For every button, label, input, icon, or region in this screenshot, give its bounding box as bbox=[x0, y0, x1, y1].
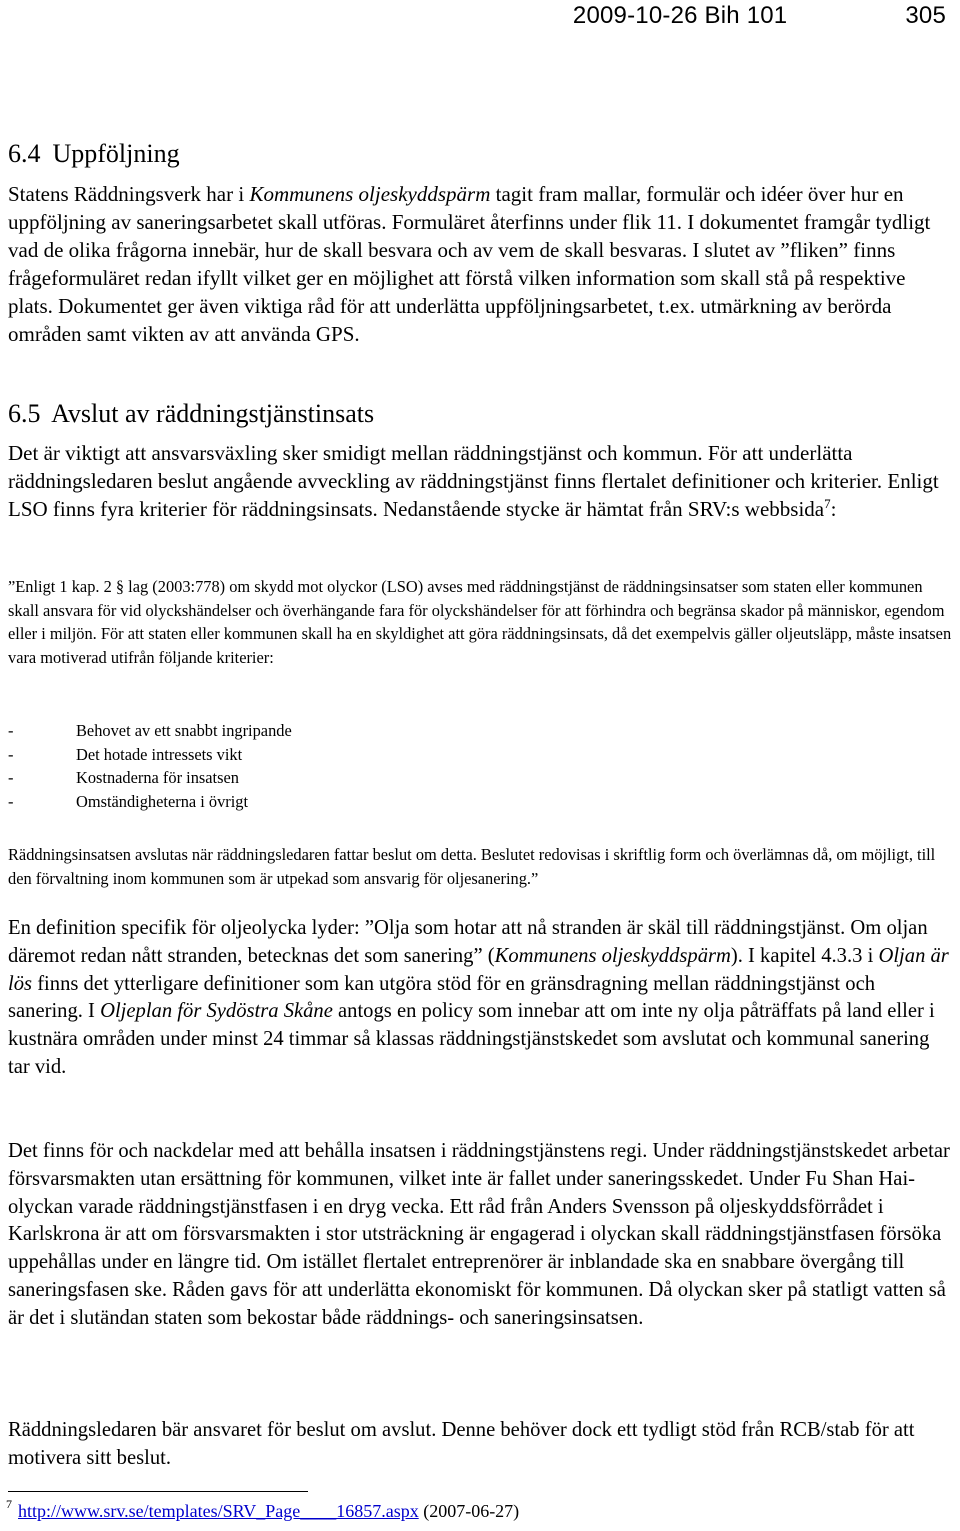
paragraph bbox=[8, 915, 952, 1082]
criteria-list-wrap bbox=[8, 719, 952, 813]
page-number: 305 bbox=[905, 2, 946, 29]
section-heading bbox=[8, 138, 952, 170]
definition-paragraph-wrap bbox=[8, 915, 952, 1082]
paragraph: Räddningsledaren bär ansvaret för beslut om avslut. Denne behöver dock ett tydligt stöd från RCB/stab för att motivera sitt beslut. bbox=[8, 1419, 915, 1469]
page-header bbox=[573, 2, 946, 30]
footnote-separator bbox=[8, 1491, 308, 1492]
text-run: En definition specifik för oljeolycka lyder: ”Olja som hotar att nå stranden är skäl till räddningstjänst. Om oljan däremot redan nått stranden, betecknas det som sanering” ( bbox=[8, 917, 928, 967]
pros-cons-paragraph-wrap bbox=[8, 1138, 952, 1333]
list-item-text: Kostnaderna för insatsen bbox=[76, 768, 239, 787]
list-dash: - bbox=[8, 721, 14, 740]
final-paragraph-wrap bbox=[8, 1417, 952, 1473]
section-6-4-body bbox=[8, 180, 952, 348]
list-item bbox=[8, 743, 952, 767]
paragraph bbox=[8, 439, 952, 523]
footnote-link[interactable]: http://www.srv.se/templates/SRV_Page____16857.aspx bbox=[18, 1501, 419, 1521]
quote-paragraph: ”Enligt 1 kap. 2 § lag (2003:778) om skydd mot olyckor (LSO) avses med räddningstjänst de räddningsinsatser som staten eller kommunen skall ansvara för vid olyckshändelser och överhängande fara för olyckshändelser för att förhindra och begränsa skador på människor, egendom eller i miljön. För att staten eller kommunen skall ha en skyldighet att göra räddningsinsats, då det exempelvis gäller oljeutsläpp, måste insatsen vara motiverad utifrån följande kriterier: bbox=[8, 577, 952, 667]
paragraph: Det finns för och nackdelar med att behålla insatsen i räddningstjänstens regi. Under räddningstjänstskedet arbetar försvarsmakten utan ersättning för kommunen, vilket inte är fallet under saneringsskedet. Under Fu Shan Hai-olyckan varade räddningstjänstfasen i en dryg vecka. Ett råd från Anders Svensson på oljeskyddsförrådet i Karlskrona är att om försvarsmakten i stor utsträckning är engagerad i olyckan skall räddningstjänstfasen försöka uppehållas under en längre tid. Om istället flertalet entreprenörer är inblandade ska en snabbare övergång till saneringsfasen ske. Råden gavs för att underlätta ekonomiskt för kommunen. Då olyckan sker på statligt vatten så är det i slutändan staten som bekostar både räddnings- och saneringsinsatsen. bbox=[8, 1140, 950, 1329]
italic-title: Kommunens oljeskyddspärm bbox=[249, 182, 491, 206]
italic-title: Kommunens oljeskyddspärm bbox=[494, 944, 731, 967]
text-run: ). I kapitel 4.3.3 i bbox=[730, 944, 879, 967]
list-item bbox=[8, 719, 952, 743]
section-title: Uppföljning bbox=[52, 139, 180, 168]
list-dash: - bbox=[8, 768, 14, 787]
quote-paragraph: Räddningsinsatsen avslutas när räddningsledaren fattar beslut om detta. Beslutet redovisas i skriftlig form och överlämnas då, om möjligt, till den förvaltning inom kommunen som är utpekad som ansvarig för oljesanering.” bbox=[8, 845, 936, 888]
paragraph bbox=[8, 180, 952, 348]
section-6-4 bbox=[8, 138, 952, 170]
list-item bbox=[8, 790, 952, 814]
list-item-text: Det hotade intressets vikt bbox=[76, 744, 243, 764]
footnote-reference[interactable]: 7 bbox=[824, 496, 831, 511]
criteria-list bbox=[8, 719, 952, 813]
section-6-5-body bbox=[8, 439, 952, 523]
italic-title: Oljan är lös bbox=[8, 944, 949, 995]
section-title: Avslut av räddningstjänstinsats bbox=[51, 399, 375, 428]
section-heading bbox=[8, 398, 952, 430]
footnote bbox=[6, 1497, 520, 1524]
italic-title: Oljeplan för Sydöstra Skåne bbox=[100, 1000, 333, 1023]
text-run: tagit fram mallar, formulär och idéer över hur en uppföljning av saneringsarbetet skall utföras. Formuläret återfinns under flik 11. I dokumentet framgår tydligt vad de olika frågorna innebär, hur de skall besvara och av vem de skall besvaras. I slutet av ”fliken” finns frågeformuläret redan ifyllt vilket ger en möjlighet att förstå vilken information som skall stå på respektive plats. Dokumentet ger även viktiga råd för att underlätta uppföljningsarbetet, t.ex. utmärkning av berörda områden samt vikten av att använda GPS. bbox=[8, 182, 931, 346]
text-run: Det är viktigt att ansvarsväxling sker smidigt mellan räddningstjänst och kommun. För att underlätta räddningsledaren beslut angående avveckling av räddningstjänst finns flertalet definitioner och kriterier. Enligt LSO finns fyra kriterier för räddningsinsats. Nedanstående stycke är hämtat från SRV:s webbsida bbox=[8, 441, 939, 521]
list-item-text: Behovet av ett snabbt ingripande bbox=[76, 721, 292, 740]
quote-block-end bbox=[8, 843, 952, 890]
text-run: antogs en policy som innebar att om inte ny olja påträffats på land eller i kustnära områden under minst 24 timmar så klassas räddningstjänstskedet som avslutat och kommunal sanering tar vid. bbox=[8, 1000, 935, 1078]
list-dash: - bbox=[8, 744, 14, 764]
quote-block bbox=[8, 575, 952, 669]
text-run: Statens Räddningsverk har i bbox=[8, 182, 250, 206]
footnote-mark: 7 bbox=[6, 1497, 12, 1511]
text-run: finns det ytterligare definitioner som kan utgöra stöd för en gränsdragning mellan räddningstjänst och sanering. I bbox=[8, 972, 876, 1023]
text-run: : bbox=[830, 497, 837, 521]
list-dash: - bbox=[8, 791, 14, 811]
footnote-date: (2007-06-27) bbox=[418, 1501, 520, 1521]
section-6-5 bbox=[8, 398, 952, 430]
section-number: 6.5 bbox=[8, 399, 41, 428]
list-item-text: Omständigheterna i övrigt bbox=[76, 791, 249, 811]
list-item bbox=[8, 766, 952, 790]
section-number: 6.4 bbox=[8, 139, 41, 168]
header-document-id: 2009-10-26 Bih 101 bbox=[572, 2, 788, 29]
